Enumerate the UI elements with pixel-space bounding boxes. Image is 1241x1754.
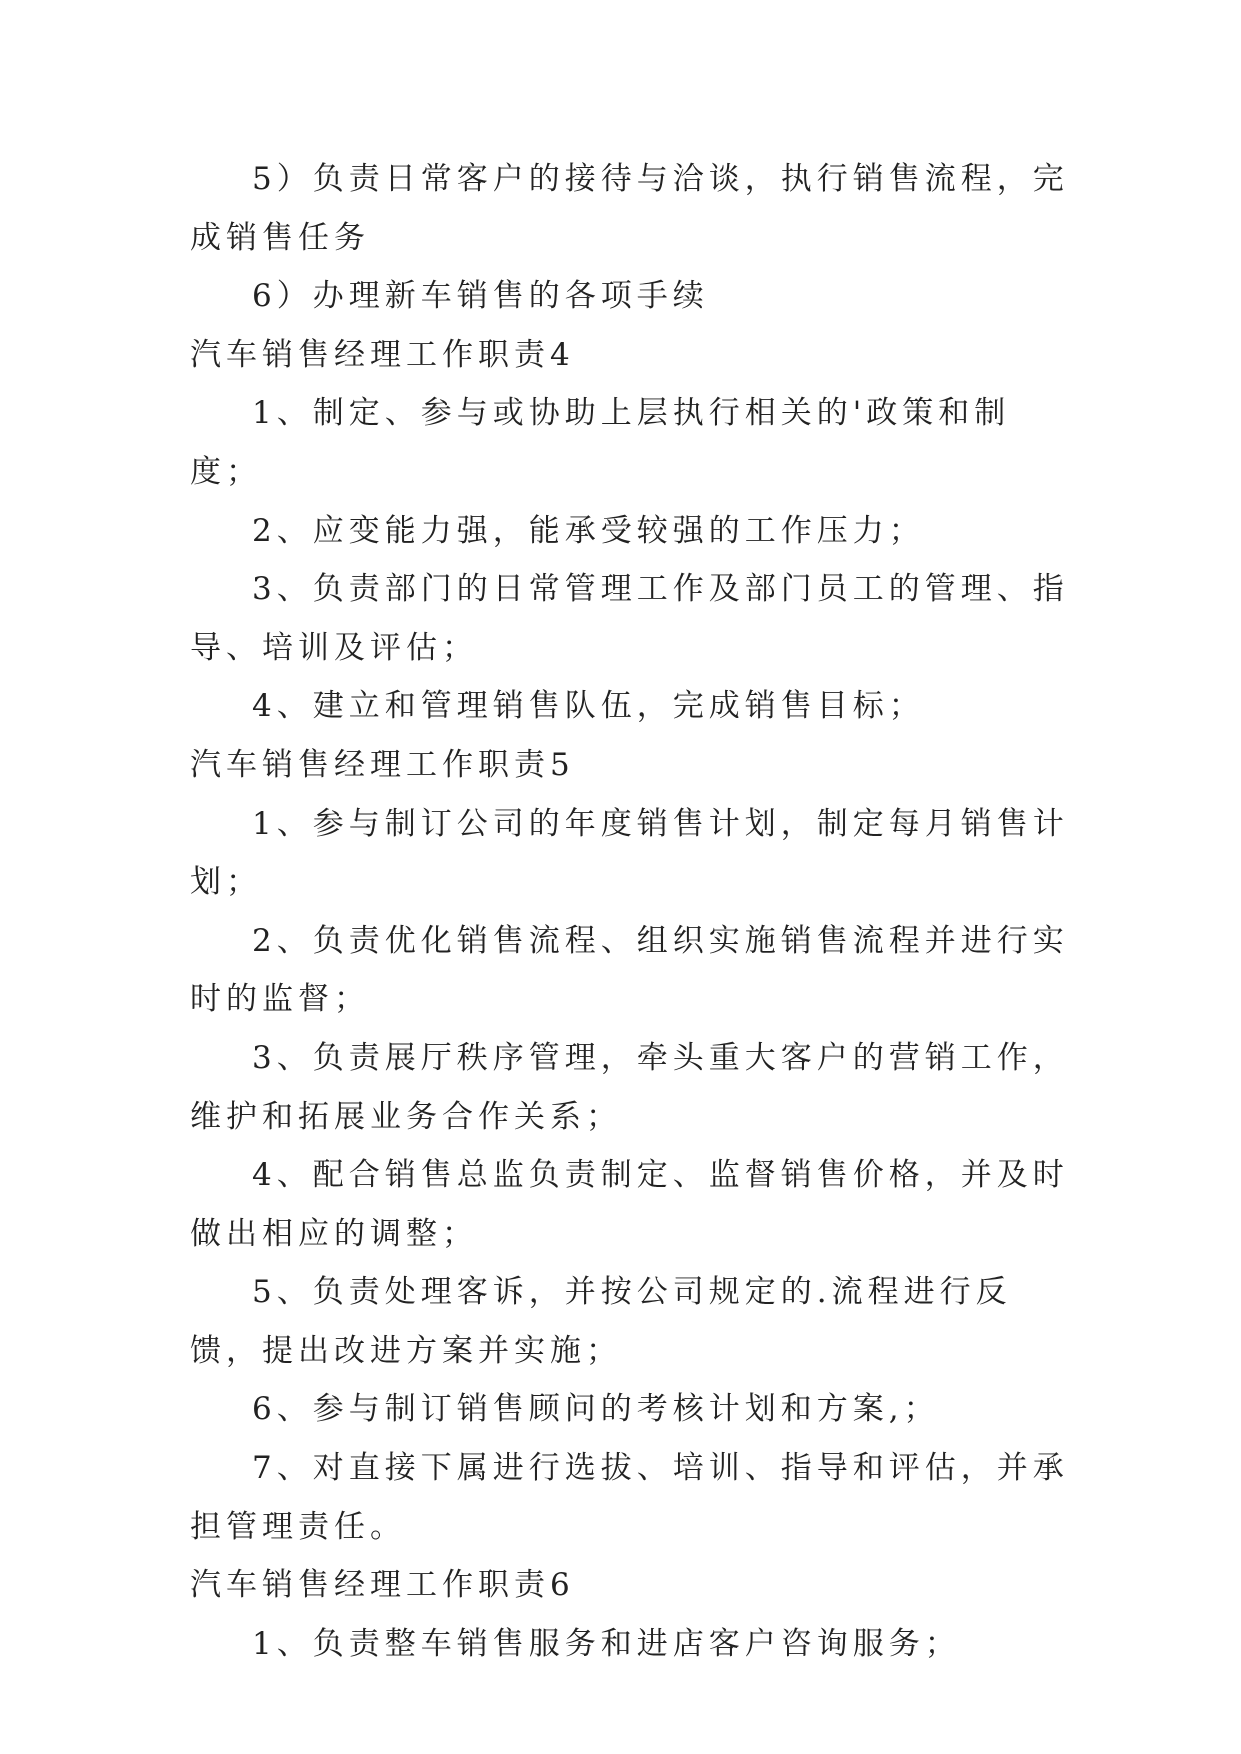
list-item: 4、建立和管理销售队伍，完成销售目标； [252, 688, 925, 725]
list-item: 6）办理新车销售的各项手续 [252, 278, 709, 315]
section-heading: 汽车销售经理工作职责4 [190, 336, 575, 373]
list-item: 7、对直接下属进行选拔、培训、指导和评估，并承担管理责任。 [190, 1450, 1069, 1545]
section-heading: 汽车销售经理工作职责5 [190, 746, 575, 783]
list-item: 2、负责优化销售流程、组织实施销售流程并进行实时的监督； [190, 922, 1069, 1018]
list-item: 2、应变能力强，能承受较强的工作压力； [252, 512, 925, 549]
list-item: 5）负责日常客户的接待与洽谈，执行销售流程，完成销售任务 [190, 161, 1069, 256]
list-item: 6、参与制订销售顾问的考核计划和方案,； [252, 1391, 940, 1428]
list-item: 4、配合销售总监负责制定、监督销售价格，并及时做出相应的调整； [190, 1157, 1069, 1252]
list-item: 3、负责展厅秩序管理，牵头重大客户的营销工作，维护和拓展业务合作关系； [190, 1039, 1069, 1135]
section-heading: 汽车销售经理工作职责6 [190, 1567, 575, 1604]
list-item: 1、制定、参与或协助上层执行相关的'政策和制度； [190, 395, 1011, 490]
list-item: 5、负责处理客诉，并按公司规定的.流程进行反馈，提出改进方案并实施； [190, 1274, 1012, 1369]
list-item: 1、负责整车销售服务和进店客户咨询服务； [252, 1625, 961, 1662]
list-item: 3、负责部门的日常管理工作及部门员工的管理、指导、培训及评估； [190, 571, 1069, 666]
list-item: 1、参与制订公司的年度销售计划，制定每月销售计划； [190, 805, 1069, 901]
document-body [190, 150, 1070, 1673]
